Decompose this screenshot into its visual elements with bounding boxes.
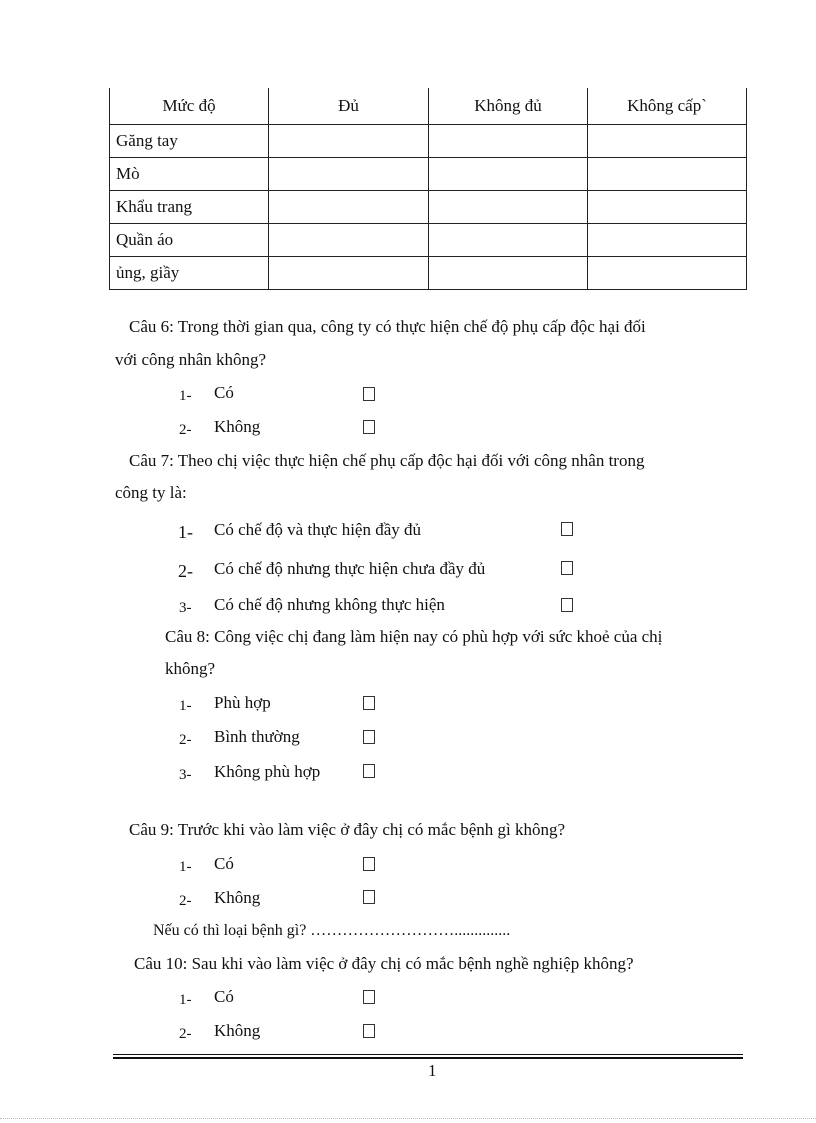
q8-option-label: Không phù hợp bbox=[214, 762, 321, 781]
q6-checkbox-no[interactable] bbox=[363, 420, 375, 434]
q8-option-label: Bình thường bbox=[214, 727, 300, 746]
q8-option-number: 3- bbox=[179, 767, 192, 783]
q7-checkbox-3[interactable] bbox=[561, 598, 573, 612]
q10-option-label: Có bbox=[214, 987, 234, 1006]
table-cell[interactable] bbox=[429, 257, 588, 290]
q6-option-label: Không bbox=[214, 417, 261, 436]
row-label: Khẩu trang bbox=[110, 191, 269, 224]
q8-checkbox-3[interactable] bbox=[363, 764, 375, 778]
q7-text: Câu 7: Theo chị việc thực hiện chế phụ cấp độc hại đối với công nhân trong bbox=[129, 451, 645, 470]
q8-option-number: 1- bbox=[179, 698, 192, 714]
q7-option-label: Có chế độ và thực hiện đầy đủ bbox=[214, 520, 422, 539]
row-label: Quần áo bbox=[110, 224, 269, 257]
q7-option-label: Có chế độ nhưng không thực hiện bbox=[214, 595, 445, 614]
q10-text: Câu 10: Sau khi vào làm việc ở đây chị có mắc bệnh nghề nghiệp không? bbox=[134, 954, 634, 973]
q6-option-number: 2- bbox=[179, 422, 192, 438]
table-cell[interactable] bbox=[269, 158, 429, 191]
q6-option-label: Có bbox=[214, 383, 234, 402]
q7-text-cont: công ty là: bbox=[115, 483, 187, 502]
row-label: Găng tay bbox=[110, 125, 269, 158]
table-row bbox=[110, 257, 747, 290]
q9-option-label: Có bbox=[214, 854, 234, 873]
table-header-row bbox=[110, 88, 747, 125]
q9-followup: Nếu có thì loại bệnh gì? ……………………….............. bbox=[153, 922, 511, 939]
q8-checkbox-1[interactable] bbox=[363, 696, 375, 710]
table-row bbox=[110, 191, 747, 224]
table-cell[interactable] bbox=[429, 158, 588, 191]
table-cell[interactable] bbox=[588, 158, 747, 191]
q6-checkbox-yes[interactable] bbox=[363, 387, 375, 401]
q8-option-number: 2- bbox=[179, 732, 192, 748]
table-row bbox=[110, 158, 747, 191]
q8-checkbox-2[interactable] bbox=[363, 730, 375, 744]
q6-text-cont: với công nhân không? bbox=[115, 350, 267, 369]
table-row bbox=[110, 224, 747, 257]
q10-option-label: Không bbox=[214, 1021, 261, 1040]
q9-option-number: 1- bbox=[179, 859, 192, 875]
table-cell[interactable] bbox=[588, 125, 747, 158]
footer-rule-bottom bbox=[113, 1057, 743, 1059]
q9-checkbox-no[interactable] bbox=[363, 890, 375, 904]
page-number: 1 bbox=[428, 1061, 437, 1080]
protective-equipment-table bbox=[109, 88, 747, 290]
q7-checkbox-2[interactable] bbox=[561, 561, 573, 575]
q9-option-number: 2- bbox=[179, 893, 192, 909]
q9-option-label: Không bbox=[214, 888, 261, 907]
q10-option-number: 1- bbox=[179, 992, 192, 1008]
table-row bbox=[110, 125, 747, 158]
row-label: ủng, giầy bbox=[110, 257, 269, 290]
table-cell[interactable] bbox=[429, 224, 588, 257]
q7-option-number: 1- bbox=[178, 522, 193, 542]
row-label: Mò bbox=[110, 158, 269, 191]
table-cell[interactable] bbox=[269, 224, 429, 257]
table-cell[interactable] bbox=[429, 191, 588, 224]
q8-option-label: Phù hợp bbox=[214, 693, 271, 712]
q7-option-label: Có chế độ nhưng thực hiện chưa đầy đủ bbox=[214, 559, 486, 578]
table-cell[interactable] bbox=[269, 125, 429, 158]
q8-text-cont: không? bbox=[165, 659, 216, 678]
table-cell[interactable] bbox=[269, 191, 429, 224]
table-cell[interactable] bbox=[429, 125, 588, 158]
q10-checkbox-yes[interactable] bbox=[363, 990, 375, 1004]
q7-option-number: 3- bbox=[179, 600, 192, 616]
footer-rule-top bbox=[113, 1054, 743, 1055]
q9-checkbox-yes[interactable] bbox=[363, 857, 375, 871]
q10-checkbox-no[interactable] bbox=[363, 1024, 375, 1038]
header-not-enough: Không đủ bbox=[429, 88, 588, 125]
q8-text: Câu 8: Công việc chị đang làm hiện nay có phù hợp với sức khoẻ của chị bbox=[165, 627, 663, 646]
page-bottom-divider bbox=[0, 1118, 816, 1119]
table-cell[interactable] bbox=[269, 257, 429, 290]
header-level: Mức độ bbox=[110, 88, 269, 125]
q7-checkbox-1[interactable] bbox=[561, 522, 573, 536]
q6-text: Câu 6: Trong thời gian qua, công ty có thực hiện chế độ phụ cấp độc hại đối bbox=[129, 317, 646, 336]
table-cell[interactable] bbox=[588, 257, 747, 290]
table-cell[interactable] bbox=[588, 224, 747, 257]
table-cell[interactable] bbox=[588, 191, 747, 224]
header-not-provided: Không cấp` bbox=[588, 88, 747, 125]
q10-option-number: 2- bbox=[179, 1026, 192, 1042]
q9-text: Câu 9: Trước khi vào làm việc ở đây chị có mắc bệnh gì không? bbox=[129, 820, 566, 839]
q6-option-number: 1- bbox=[179, 388, 192, 404]
header-enough: Đủ bbox=[269, 88, 429, 125]
q7-option-number: 2- bbox=[178, 561, 193, 581]
